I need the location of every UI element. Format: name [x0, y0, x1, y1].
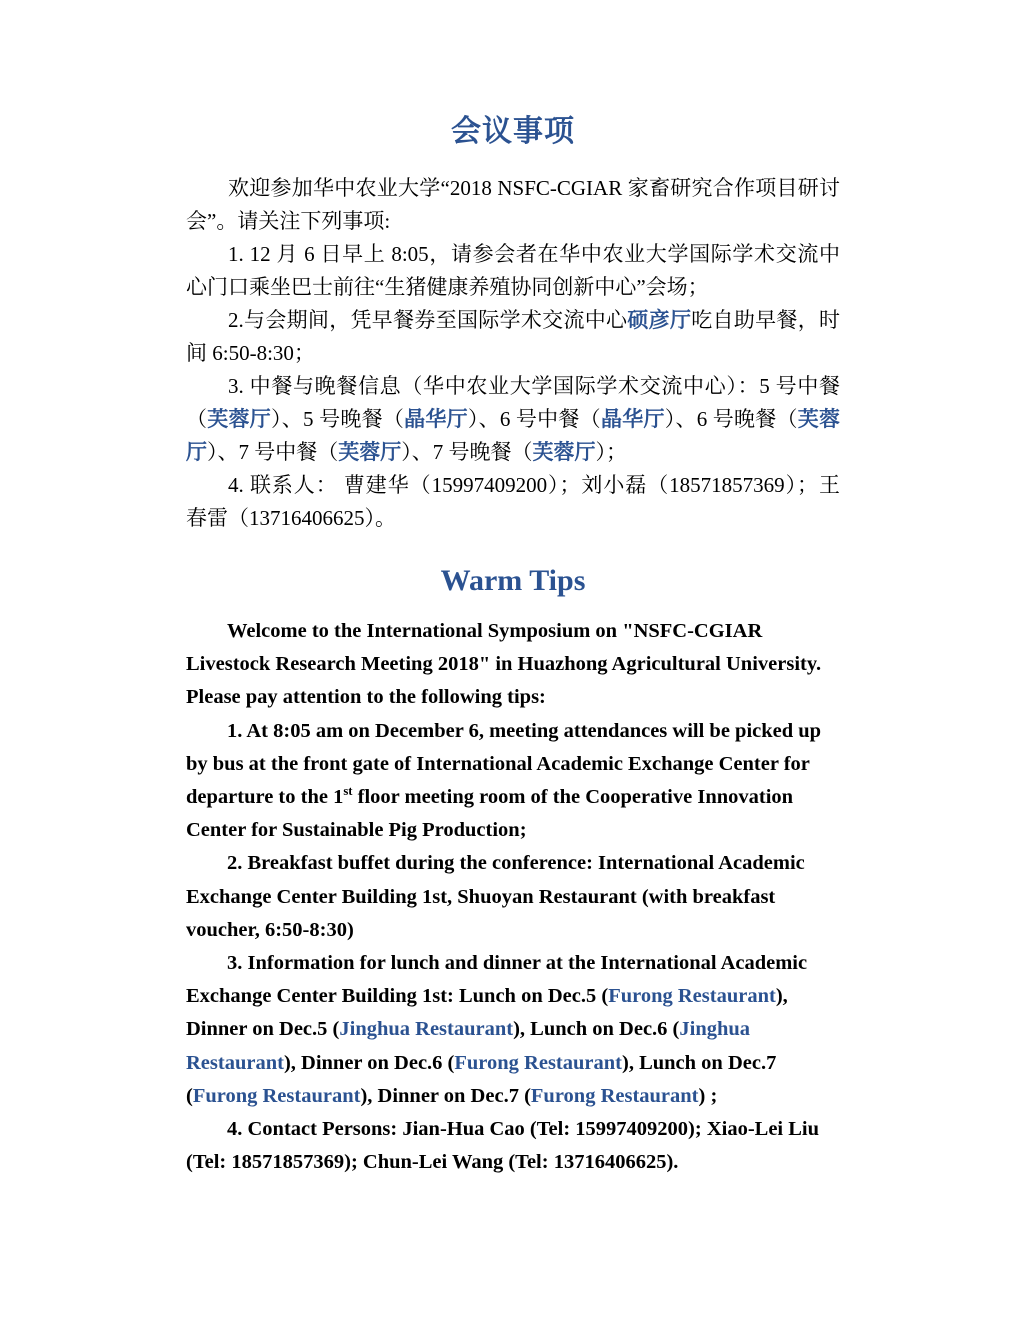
text-segment: ）、7 号中餐（: [207, 440, 339, 464]
restaurant-name-highlight: Furong Restaurant: [454, 1051, 622, 1074]
text-segment: ）；: [595, 440, 627, 464]
restaurant-name-highlight: 芙蓉厅: [186, 407, 841, 464]
text-segment: 3. Information for lunch and dinner at the International Academic Exchange Center Building 1st: Lunch on Dec.5 (: [186, 952, 808, 1008]
paragraph: [186, 615, 840, 715]
text-segment: ), Dinner on Dec.5 (: [186, 985, 788, 1041]
english-section-body: [186, 615, 840, 1179]
restaurant-name-highlight: 芙蓉厅: [338, 440, 402, 464]
text-segment: 3. 中餐与晚餐信息（华中农业大学国际学术交流中心）：5 号中餐（: [186, 374, 840, 431]
restaurant-name-highlight: Furong Restaurant: [530, 1084, 699, 1107]
text-segment: 4. Contact Persons: Jian-Hua Cao (Tel: 15997409200); Xiao-Lei Liu (Tel: 18571857369); Chun-Lei Wang (Tel: 13716406625).: [186, 1118, 820, 1174]
text-segment: 2. Breakfast buffet during the conference: International Academic Exchange Center Building 1st, Shuoyan Restaurant (with breakfast voucher, 6:50-8:30): [186, 852, 805, 941]
paragraph: [186, 947, 840, 1113]
restaurant-name-highlight: 硕彦厅: [627, 308, 692, 332]
restaurant-name-highlight: Furong Restaurant: [608, 985, 776, 1008]
paragraph: [186, 238, 840, 304]
paragraph: [186, 1113, 840, 1179]
text-segment: 欢迎参加华中农业大学“2018 NSFC-CGIAR 家畜研究合作项目研讨会”。请关注下列事项:: [186, 176, 840, 233]
paragraph: [186, 847, 840, 947]
restaurant-name-highlight: Furong Restaurant: [192, 1084, 361, 1107]
english-section-title: Warm Tips: [440, 564, 586, 597]
text-segment: 2.与会期间，凭早餐券至国际学术交流中心: [228, 308, 628, 332]
paragraph: [186, 172, 840, 238]
text-segment: floor meeting room of the Cooperative Innovation Center for Sustainable Pig Production;: [186, 786, 794, 842]
text-segment: Welcome to the International Symposium on "NSFC-CGIAR Livestock Research Meeting 2018" in Huazhong Agricultural University. Please pay attention to the following tips:: [186, 620, 822, 709]
text-segment: ), Dinner on Dec.7 (: [360, 1084, 531, 1107]
text-segment: ), Lunch on Dec.6 (: [513, 1018, 680, 1041]
text-segment: ）、6 号晚餐（: [664, 407, 798, 431]
text-segment: ）、5 号晚餐（: [271, 407, 405, 431]
text-segment: ）、6 号中餐（: [467, 407, 601, 431]
text-segment: 1. 12 月 6 日早上 8:05，请参会者在华中农业大学国际学术交流中心门口乘坐巴士前往“生猪健康养殖协同创新中心”会场；: [186, 242, 840, 299]
text-segment: ), Lunch on Dec.7 (: [186, 1051, 777, 1107]
text-segment: ), Dinner on Dec.6 (: [283, 1051, 455, 1074]
paragraph: [186, 304, 840, 370]
restaurant-name-highlight: 晶华厅: [600, 407, 665, 431]
restaurant-name-highlight: 晶华厅: [404, 407, 468, 431]
ordinal-superscript: st: [343, 784, 353, 799]
restaurant-name-highlight: Jinghua Restaurant: [339, 1018, 514, 1041]
paragraph: [186, 469, 840, 535]
text-segment: 1. At 8:05 am on December 6, meeting attendances will be picked up by bus at the front gate of International Academic Exchange Center for departure to the 1: [186, 719, 822, 809]
text-segment: ) ;: [698, 1084, 718, 1107]
chinese-section-body: [186, 172, 840, 535]
restaurant-name-highlight: 芙蓉厅: [207, 407, 272, 431]
paragraph: [186, 370, 840, 469]
restaurant-name-highlight: Jinghua Restaurant: [186, 1018, 751, 1074]
text-segment: 4. 联系人： 曹建华（15997409200）；刘小磊（18571857369）；王春雷（13716406625）。: [186, 473, 840, 530]
chinese-section-title: 会议事项: [451, 115, 575, 148]
paragraph: [186, 715, 840, 848]
restaurant-name-highlight: 芙蓉厅: [532, 440, 596, 464]
text-segment: ）、7 号晚餐（: [401, 440, 533, 464]
text-segment: 吃自助早餐，时间 6:50-8:30；: [186, 308, 841, 365]
